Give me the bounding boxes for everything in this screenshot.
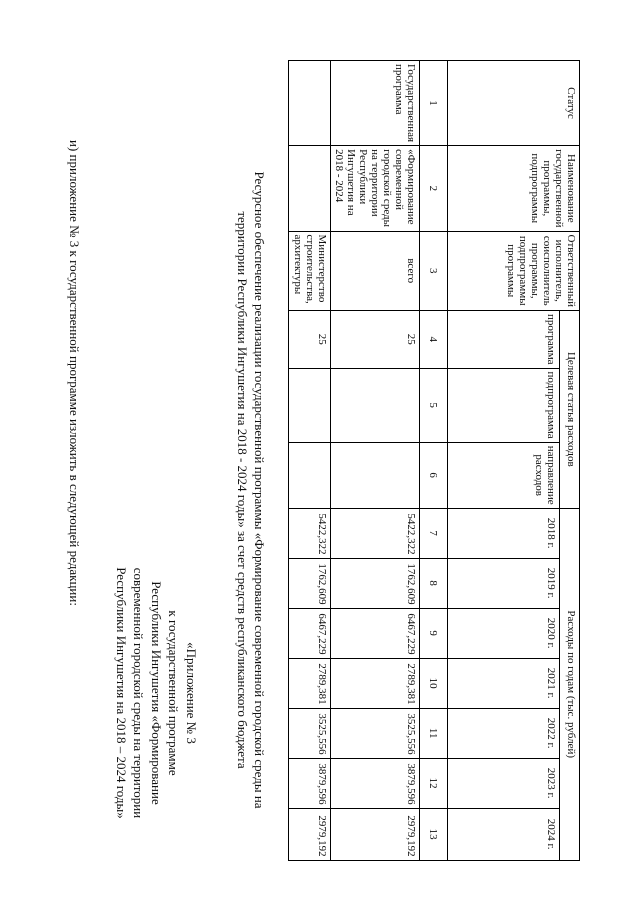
header-year: 2024 г. — [448, 808, 560, 860]
row-subprogram — [331, 368, 420, 442]
heading-line: Ресурсное обеспечение реализации государственной программы «Формирование современной городской среды на — [252, 171, 267, 809]
row-value: 2789,381 — [331, 658, 420, 708]
header-subprogram: подпрограмма — [448, 368, 560, 442]
column-number: 2 — [420, 146, 448, 231]
column-number: 5 — [420, 368, 448, 442]
header-year: 2019 г. — [448, 558, 560, 608]
intro-text: и) приложение № 3 к государственной программе изложить в следующей редакции: — [67, 140, 82, 606]
row-status: Государственная программа — [331, 61, 420, 146]
row-program: 25 — [289, 310, 331, 368]
row-value: 1762,609 — [331, 558, 420, 608]
appendix-line: «Приложение № 3 — [184, 642, 199, 744]
row-subprogram — [289, 368, 331, 442]
heading-line: территории Республики Ингушетия на 2018 - 2024 годы» за счет средств республиканского бюджета — [235, 211, 250, 769]
appendix-line: современной городской среды на территории — [131, 567, 147, 819]
appendix-caption — [113, 523, 201, 863]
header-year: 2023 г. — [448, 758, 560, 808]
column-number: 3 — [420, 231, 448, 310]
row-name — [289, 146, 331, 231]
column-number: 11 — [420, 708, 448, 758]
column-number: 6 — [420, 442, 448, 508]
row-status — [289, 61, 331, 146]
row-value: 3879,596 — [331, 758, 420, 808]
row-value: 3525,556 — [289, 708, 331, 758]
row-value: 3525,556 — [331, 708, 420, 758]
row-value: 2979,192 — [289, 808, 331, 860]
row-executor: всего — [331, 231, 420, 310]
row-direction — [289, 442, 331, 508]
column-number: 13 — [420, 808, 448, 860]
header-year: 2022 г. — [448, 708, 560, 758]
row-name: «Формирование современной городской среды на территории Республики Ингушетия на 2018 - 2024 — [331, 146, 420, 231]
row-value: 2789,381 — [289, 658, 331, 708]
row-value: 6467,229 — [289, 608, 331, 658]
header-program: программа — [448, 310, 560, 368]
row-program: 25 — [331, 310, 420, 368]
column-number: 10 — [420, 658, 448, 708]
appendix-line: к государственной программе — [166, 610, 182, 776]
header-expenses: Расходы по годам (тыс. рублей) — [560, 508, 580, 860]
row-value: 2979,192 — [331, 808, 420, 860]
row-direction — [331, 442, 420, 508]
header-name: Наименование государственной программы, подпрограммы — [448, 146, 580, 231]
column-number: 1 — [420, 61, 448, 146]
header-year: 2021 г. — [448, 658, 560, 708]
header-year: 2020 г. — [448, 608, 560, 658]
column-number: 7 — [420, 508, 448, 558]
row-value: 5422,322 — [289, 508, 331, 558]
appendix-line: Республики Ингушетия на 2018 – 2024 годы» — [114, 567, 129, 819]
column-number: 12 — [420, 758, 448, 808]
document-heading — [234, 170, 268, 810]
column-number: 8 — [420, 558, 448, 608]
header-year: 2018 г. — [448, 508, 560, 558]
table-row — [331, 61, 420, 861]
resource-table — [288, 60, 580, 861]
header-status: Статус — [448, 61, 580, 146]
table-row — [289, 61, 331, 861]
row-value: 5422,322 — [331, 508, 420, 558]
column-number: 9 — [420, 608, 448, 658]
header-target-item: Целевая статья расходов — [560, 310, 580, 508]
appendix-line: Республики Ингушетия «Формирование — [149, 581, 164, 805]
column-number: 4 — [420, 310, 448, 368]
row-value: 1762,609 — [289, 558, 331, 608]
row-value: 3879,596 — [289, 758, 331, 808]
row-value: 6467,229 — [331, 608, 420, 658]
row-executor: Министерство строительства, архитектуры — [289, 231, 331, 310]
header-direction: направление расходов — [448, 442, 560, 508]
header-executor: Ответственный исполнитель, соисполнитель программы, подпрограммы программы — [448, 231, 580, 310]
